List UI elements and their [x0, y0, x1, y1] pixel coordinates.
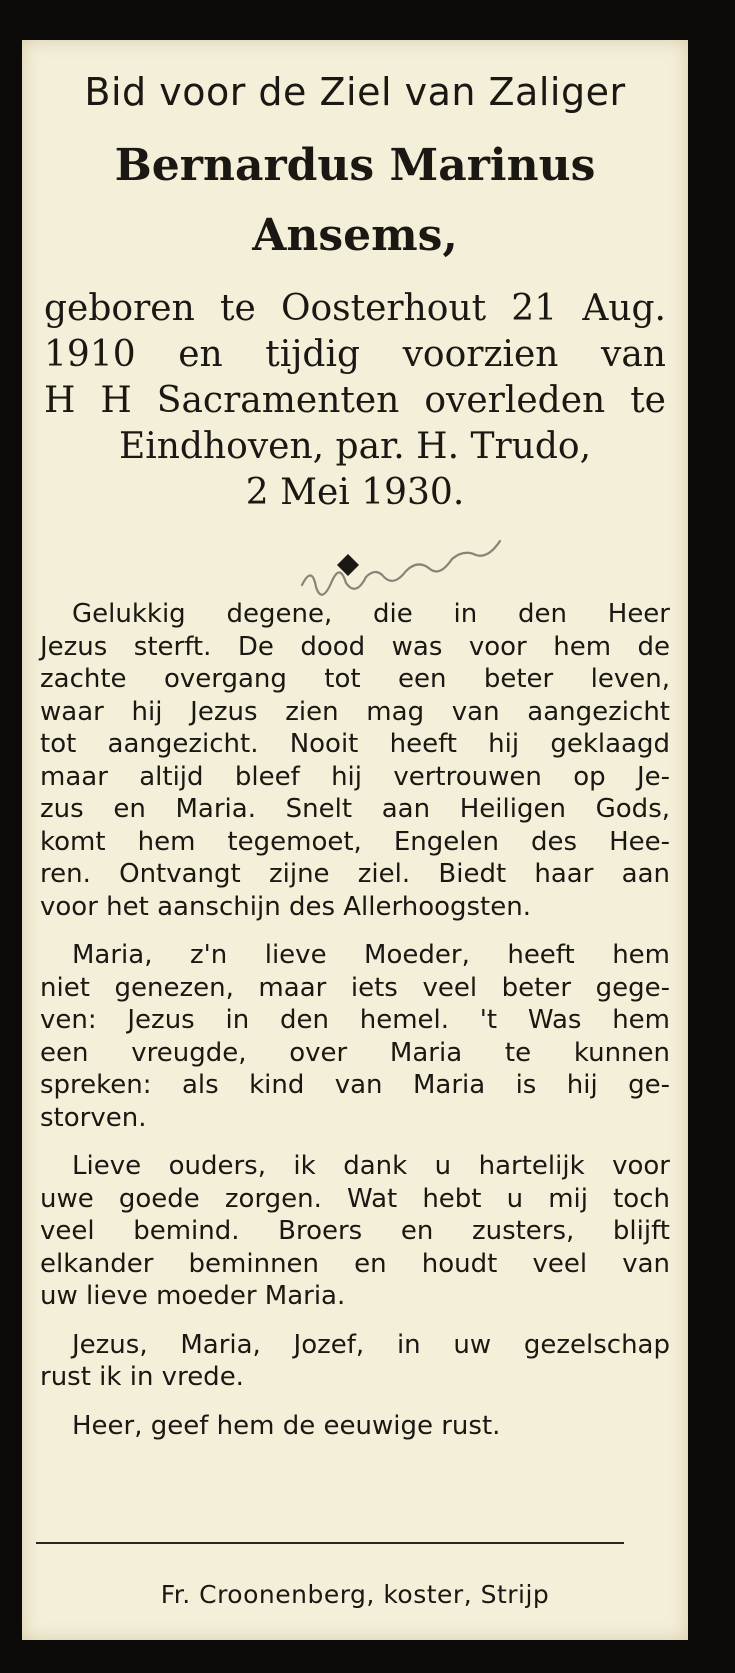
birth-line: geboren te Oosterhout 21 Aug.: [44, 288, 666, 329]
text-line: uwe goede zorgen. Wat hebt u mij toch: [40, 1183, 670, 1214]
text-line: Gelukkig degene, die in den Heer: [72, 599, 670, 629]
text-line: ven: Jezus in den hemel. 't Was hem: [40, 1005, 670, 1035]
text-line: waar hij Jezus zien mag van aangezicht: [40, 696, 670, 727]
text-line: Maria, z'n lieve Moeder, heeft hem: [72, 940, 670, 970]
text-line: storven.: [40, 1102, 147, 1133]
deceased-name-last: Ansems,: [252, 210, 458, 261]
birth-line: 2 Mei 1930.: [245, 472, 465, 513]
text-line: Jezus, Maria, Jozef, in uw gezelschap: [72, 1329, 670, 1360]
paragraph: [40, 939, 670, 1134]
text-line: ren. Ontvangt zijne ziel. Biedt haar aan: [40, 859, 670, 889]
text-line: maar altijd bleef hij vertrouwen op Je-: [40, 761, 670, 792]
printer-credit: Fr. Croonenberg, koster, Strijp: [160, 1580, 550, 1609]
text-line: elkander beminnen en houdt veel van: [40, 1248, 670, 1279]
prayer-heading: Bid voor de Ziel van Zaliger: [84, 70, 626, 114]
paragraph: [40, 598, 670, 923]
text-line: zus en Maria. Snelt aan Heiligen Gods,: [40, 794, 670, 824]
birth-line: 1910 en tijdig voorzien van: [44, 334, 666, 375]
divider-line: [36, 1542, 624, 1544]
text-line: Lieve ouders, ik dank u hartelijk voor: [72, 1151, 670, 1181]
text-line: niet genezen, maar iets veel beter gege-: [40, 972, 670, 1003]
memorial-text: [40, 598, 670, 1442]
paragraph: [40, 1150, 670, 1313]
text-line: voor het aanschijn des Allerhoogsten.: [40, 891, 531, 922]
text-line: tot aangezicht. Nooit heeft hij geklaagd: [40, 729, 670, 759]
diamond-icon: [335, 552, 361, 578]
birth-line: H H Sacramenten overleden te: [44, 380, 666, 421]
text-line: Heer, geef hem de eeuwige rust.: [72, 1410, 501, 1441]
text-line: spreken: als kind van Maria is hij ge-: [40, 1070, 670, 1100]
birth-line: Eindhoven, par. H. Trudo,: [118, 426, 592, 467]
memorial-card: [22, 40, 688, 1640]
text-line: komt hem tegemoet, Engelen des Hee-: [40, 826, 670, 857]
birth-death-details: [44, 286, 666, 516]
text-line: veel bemind. Broers en zusters, blijft: [40, 1216, 670, 1246]
text-line: een vreugde, over Maria te kunnen: [40, 1037, 670, 1068]
text-line: Jezus sterft. De dood was voor hem de: [40, 631, 670, 662]
paragraph: [40, 1410, 670, 1443]
paragraph: [40, 1329, 670, 1394]
text-line: zachte overgang tot een beter leven,: [40, 664, 670, 694]
text-line: uw lieve moeder Maria.: [40, 1281, 346, 1311]
text-line: rust ik in vrede.: [40, 1362, 244, 1392]
deceased-name-first: Bernardus Marinus: [114, 140, 596, 191]
